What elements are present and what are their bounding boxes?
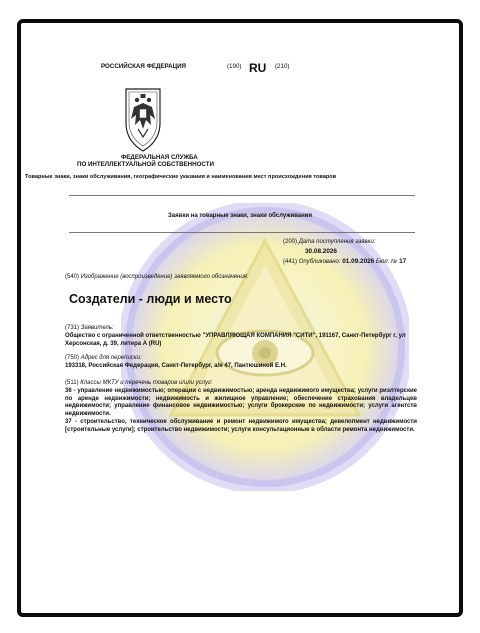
agency-line-2: ПО ИНТЕЛЛЕКТУАЛЬНОЙ СОБСТВЕННОСТИ bbox=[77, 161, 214, 168]
receipt-date-label: Дата поступления заявки: bbox=[298, 239, 376, 245]
code-750: (750) bbox=[65, 355, 80, 361]
code-190: (190) bbox=[227, 63, 242, 70]
agency-line-1: ФЕДЕРАЛЬНАЯ СЛУЖБА bbox=[121, 154, 198, 161]
class-36-text: 36 - управление недвижимостью; операции с недвижимостью; аренда недвижимого имущества; услуги риэлтерские по аренде недвижимости; недвижимость и жилищное управление; обеспечение страхования владельцев недвижимости; управление финансовое недвижимостью; услуги брокерские по недвижимости; услуги агентств недвижимости. bbox=[65, 388, 417, 417]
classes-label: Классы МКТУ и перечень товаров и/или услуг: bbox=[80, 380, 213, 386]
applicant-label: Заявитель: bbox=[80, 325, 114, 331]
image-label: Изображение (воспроизведение) заявляемого обозначения: bbox=[80, 274, 249, 280]
classes-label-row bbox=[65, 380, 213, 388]
receipt-date-row bbox=[283, 239, 375, 247]
document-frame bbox=[17, 19, 463, 617]
address-label: Адрес для переписки: bbox=[80, 355, 142, 361]
image-label-row bbox=[65, 274, 249, 282]
bulletin-number: 17 bbox=[399, 258, 407, 265]
bulletin-label: Бюл. № bbox=[375, 259, 398, 265]
country-name: РОССИЙСКАЯ ФЕДЕРАЦИЯ bbox=[101, 63, 186, 70]
address-label-row bbox=[65, 355, 142, 363]
divider-top bbox=[69, 195, 415, 196]
receipt-date-value: 30.08.2026 bbox=[305, 248, 337, 255]
code-210: (210) bbox=[275, 63, 290, 70]
code-511: (511) bbox=[65, 380, 79, 386]
published-label: Опубликовано: bbox=[298, 259, 341, 265]
code-441: (441) bbox=[283, 259, 298, 265]
published-date: 01.09.2026 bbox=[342, 258, 375, 265]
class-37-text: 37 - строительство, техническое обслуживание и ремонт недвижимого имущества; девелопмент недвижимости [строительные услуги]; строительство недвижимости; услуги консультационные в области ремонта недвижимости. bbox=[65, 419, 417, 433]
code-540: (540) bbox=[65, 274, 80, 280]
country-code: RU bbox=[249, 61, 267, 75]
publication-row bbox=[283, 258, 406, 267]
code-731: (731) bbox=[65, 325, 80, 331]
russian-coat-of-arms-icon bbox=[123, 85, 163, 155]
applicant-text: Общество с ограниченной ответственностью "УПРАВЛЯЮЩАЯ КОМПАНИЯ "СИТИ", 191167, Санкт-Петербург г, ул Херсонская, д. 39, литера А (RU) bbox=[65, 333, 406, 347]
address-text: 193318, Российская Федерация, Санкт-Петербург, а/я 47, Пантюшиной Е.Н. bbox=[65, 363, 287, 369]
trademark-text: Создатели - люди и место bbox=[69, 292, 232, 306]
applicant-label-row bbox=[65, 325, 114, 333]
document-subtitle: Товарные знаки, знаки обслуживания, географические указания и наименования мест происхождения товаров bbox=[25, 174, 337, 180]
section-title: Заявки на товарные знаки, знаки обслуживания bbox=[168, 213, 312, 219]
code-200: (200) bbox=[283, 239, 298, 245]
divider-bottom bbox=[69, 232, 415, 233]
